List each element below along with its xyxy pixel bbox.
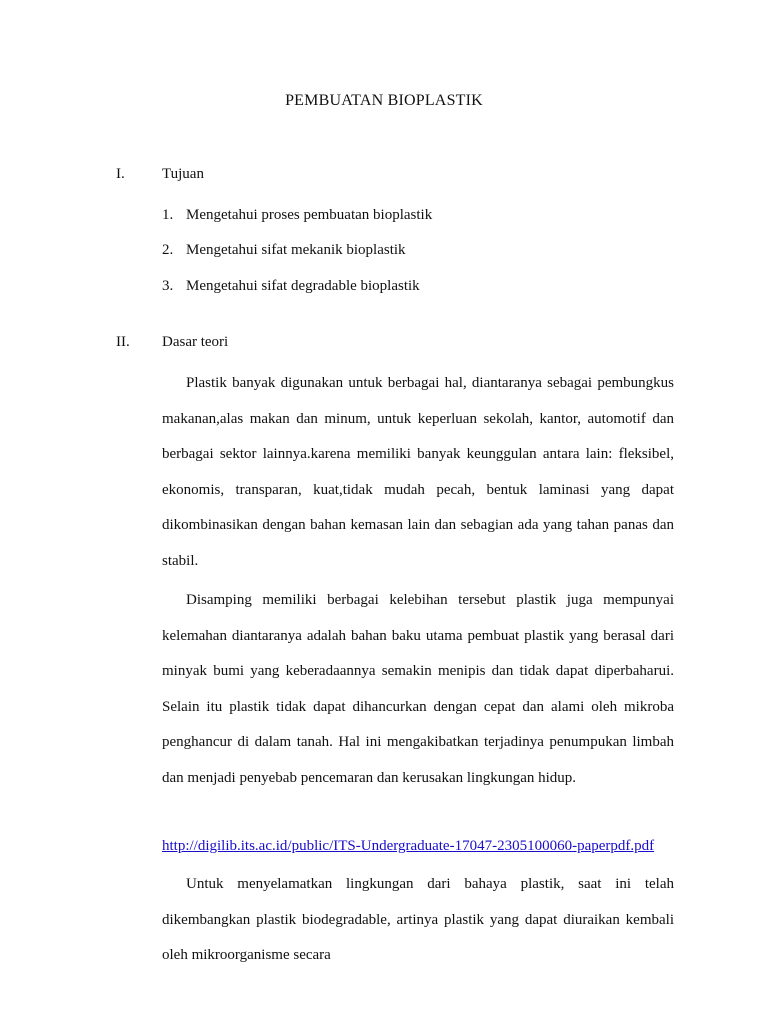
paragraph-1: Plastik banyak digunakan untuk berbagai hal, diantaranya sebagai pembungkus makanan,alas makan dan minum, untuk keperluan sekolah, kantor, automotif dan berbagai sektor lainnya.karena memiliki banyak keunggulan antara lain: fleksibel, ekonomis, transparan, kuat,tidak mudah pecah, bentuk laminasi yang dapat dikombinasikan dengan bahan kemasan lain dan sebagian ada yang tahan panas dan stabil. <box>162 375 674 569</box>
section-number-1: I. <box>116 166 125 182</box>
section-number-2: II. <box>116 334 130 350</box>
list-item-text: Mengetahui proses pembuatan bioplastik <box>186 207 433 223</box>
reference-link[interactable]: http://digilib.its.ac.id/public/ITS-Undergraduate-17047-2305100060-paperpdf.pdf <box>162 838 655 854</box>
list-item-text: Mengetahui sifat mekanik bioplastik <box>186 242 406 258</box>
list-item-number: 2. <box>162 242 174 258</box>
list-item <box>162 242 406 259</box>
paragraph-3: Untuk menyelamatkan lingkungan dari bahaya plastik, saat ini telah dikembangkan plastik biodegradable, artinya plastik yang dapat diuraikan kembali oleh mikroorganisme secara <box>162 876 674 963</box>
list-item-number: 3. <box>162 278 174 294</box>
list-item <box>162 207 432 224</box>
paragraph-2: Disamping memiliki berbagai kelebihan tersebut plastik juga mempunyai kelemahan diantaranya adalah bahan baku utama pembuat plastik yang berasal dari minyak bumi yang keberadaannya semakin menipis dan tidak dapat diperbaharui. Selain itu plastik tidak dapat dihancurkan dengan cepat dan alami oleh mikroba penghancur di dalam tanah. Hal ini mengakibatkan terjadinya penumpukan limbah dan menjadi penyebab pencemaran dan kerusakan lingkungan hidup. <box>162 592 674 786</box>
list-item-text: Mengetahui sifat degradable bioplastik <box>186 278 420 294</box>
section-heading-tujuan: Tujuan <box>162 166 204 182</box>
section-heading-dasar-teori: Dasar teori <box>162 334 229 350</box>
list-item <box>162 278 420 295</box>
document-title: PEMBUATAN BIOPLASTIK <box>285 92 483 109</box>
list-item-number: 1. <box>162 207 174 223</box>
